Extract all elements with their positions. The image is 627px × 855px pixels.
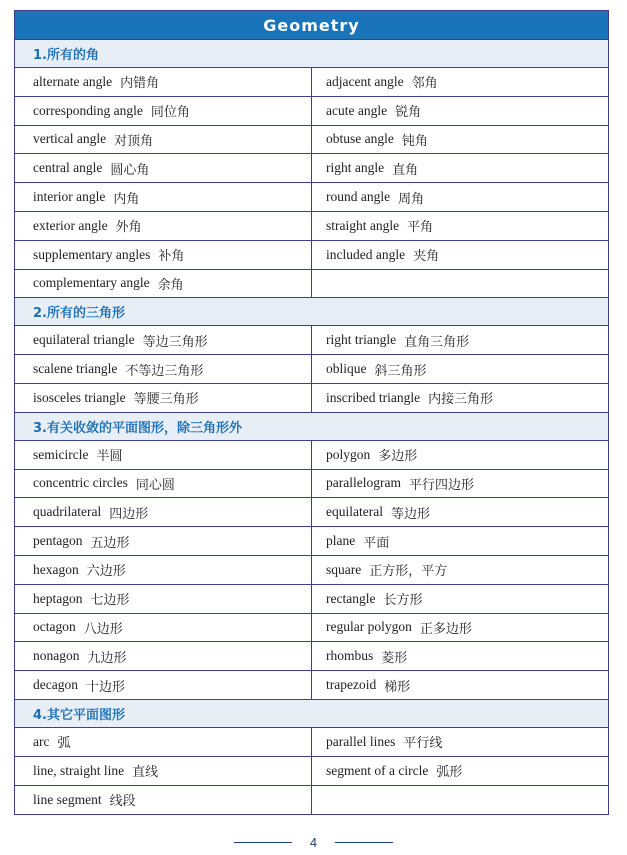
term-chinese: 周角 xyxy=(398,191,425,207)
term-chinese: 等边三角形 xyxy=(142,334,208,350)
term-chinese: 平角 xyxy=(407,220,434,236)
term-chinese: 直线 xyxy=(132,765,159,781)
term-row xyxy=(15,498,608,527)
term-english: exterior angle xyxy=(33,217,108,233)
term-row xyxy=(15,97,608,126)
term-chinese: 不等边三角形 xyxy=(125,363,204,379)
term-english: nonagon xyxy=(33,648,80,664)
term-cell-right xyxy=(312,154,608,182)
term-english: octagon xyxy=(33,619,76,635)
term-english: complementary angle xyxy=(33,275,150,291)
term-chinese: 平面 xyxy=(363,535,390,551)
term-english: arc xyxy=(33,733,50,749)
term-english: line segment xyxy=(33,791,102,807)
term-chinese: 四边形 xyxy=(109,506,149,522)
term-english: plane xyxy=(326,533,356,549)
term-cell-left xyxy=(15,326,312,354)
term-english: trapezoid xyxy=(326,677,377,693)
term-chinese: 弧 xyxy=(57,736,71,752)
term-chinese: 同位角 xyxy=(150,105,190,121)
term-row xyxy=(15,642,608,671)
term-cell-right xyxy=(312,326,608,354)
footer-rule-left xyxy=(234,842,292,843)
term-row xyxy=(15,241,608,270)
term-row xyxy=(15,585,608,614)
term-english: obtuse angle xyxy=(326,131,394,147)
term-chinese: 等腰三角形 xyxy=(133,392,199,408)
term-chinese: 等边形 xyxy=(390,506,430,522)
term-chinese: 正多边形 xyxy=(419,621,472,637)
term-english: equilateral triangle xyxy=(33,332,135,348)
term-english: rhombus xyxy=(326,648,374,664)
term-cell-right xyxy=(312,642,608,670)
term-row xyxy=(15,68,608,97)
term-cell-right xyxy=(312,183,608,211)
term-chinese: 七边形 xyxy=(90,593,130,609)
term-chinese: 梯形 xyxy=(384,679,411,695)
term-english: central angle xyxy=(33,160,103,176)
section-heading: 1.所有的角 xyxy=(15,40,608,68)
term-english: scalene triangle xyxy=(33,361,118,377)
term-cell-left xyxy=(15,355,312,383)
sections-container xyxy=(15,40,608,814)
term-chinese: 圆心角 xyxy=(110,162,150,178)
term-english: segment of a circle xyxy=(326,762,429,778)
term-cell-left xyxy=(15,585,312,613)
term-row xyxy=(15,556,608,585)
term-row xyxy=(15,728,608,757)
section-heading: 4.其它平面图形 xyxy=(15,700,608,728)
term-english: isosceles triangle xyxy=(33,389,126,405)
term-cell-left xyxy=(15,527,312,555)
term-row xyxy=(15,441,608,470)
term-english: corresponding angle xyxy=(33,102,143,118)
term-cell-right xyxy=(312,270,608,298)
term-cell-left xyxy=(15,642,312,670)
term-chinese: 内错角 xyxy=(120,76,160,92)
term-cell-left xyxy=(15,241,312,269)
term-row xyxy=(15,470,608,499)
term-cell-right xyxy=(312,757,608,785)
term-english: straight angle xyxy=(326,217,400,233)
term-cell-right xyxy=(312,527,608,555)
term-cell-left xyxy=(15,470,312,498)
term-row xyxy=(15,671,608,700)
term-cell-left xyxy=(15,757,312,785)
term-chinese: 十边形 xyxy=(85,679,125,695)
term-chinese: 线段 xyxy=(109,794,136,810)
term-chinese: 夹角 xyxy=(413,249,440,265)
term-english: parallelogram xyxy=(326,475,401,491)
term-row xyxy=(15,212,608,241)
term-row xyxy=(15,270,608,299)
term-english: decagon xyxy=(33,677,78,693)
term-english: adjacent angle xyxy=(326,73,404,89)
term-chinese: 对顶角 xyxy=(114,133,154,149)
term-chinese: 直角 xyxy=(392,162,419,178)
term-row xyxy=(15,384,608,413)
term-chinese: 半圆 xyxy=(96,449,123,465)
term-cell-right xyxy=(312,614,608,642)
term-cell-right xyxy=(312,556,608,584)
section-heading: 3.有关收敛的平面图形，除三角形外 xyxy=(15,413,608,441)
term-cell-right xyxy=(312,126,608,154)
term-english: line, straight line xyxy=(33,762,125,778)
term-chinese: 斜三角形 xyxy=(374,363,427,379)
term-chinese: 钝角 xyxy=(401,133,428,149)
term-cell-left xyxy=(15,614,312,642)
term-row xyxy=(15,757,608,786)
term-row xyxy=(15,326,608,355)
term-english: semicircle xyxy=(33,446,89,462)
term-chinese: 六边形 xyxy=(86,564,126,580)
term-cell-left xyxy=(15,671,312,699)
term-row xyxy=(15,527,608,556)
term-english: right triangle xyxy=(326,332,397,348)
term-cell-right xyxy=(312,470,608,498)
page-title: Geometry xyxy=(15,11,608,40)
term-english: pentagon xyxy=(33,533,83,549)
glossary-table xyxy=(14,10,609,815)
term-row xyxy=(15,355,608,384)
term-chinese: 直角三角形 xyxy=(404,334,470,350)
term-cell-right xyxy=(312,441,608,469)
term-cell-left xyxy=(15,154,312,182)
term-chinese: 内接三角形 xyxy=(428,392,494,408)
term-cell-left xyxy=(15,212,312,240)
term-chinese: 外角 xyxy=(115,220,142,236)
term-row xyxy=(15,183,608,212)
term-cell-left xyxy=(15,97,312,125)
page-footer xyxy=(0,835,627,850)
term-chinese: 菱形 xyxy=(381,650,408,666)
term-cell-left xyxy=(15,384,312,412)
term-english: round angle xyxy=(326,189,391,205)
term-chinese: 九边形 xyxy=(87,650,127,666)
term-chinese: 长方形 xyxy=(383,593,423,609)
term-english: supplementary angles xyxy=(33,246,151,262)
term-english: oblique xyxy=(326,361,367,377)
term-english: polygon xyxy=(326,446,371,462)
term-cell-left xyxy=(15,441,312,469)
term-english: acute angle xyxy=(326,102,388,118)
term-cell-right xyxy=(312,241,608,269)
term-row xyxy=(15,786,608,815)
term-english: heptagon xyxy=(33,590,83,606)
term-cell-left xyxy=(15,556,312,584)
term-cell-left xyxy=(15,68,312,96)
term-chinese: 多边形 xyxy=(378,449,418,465)
term-english: interior angle xyxy=(33,189,106,205)
term-cell-right xyxy=(312,585,608,613)
term-english: regular polygon xyxy=(326,619,412,635)
term-english: right angle xyxy=(326,160,385,176)
term-chinese: 同心圆 xyxy=(135,477,175,493)
term-chinese: 余角 xyxy=(157,277,184,293)
term-english: equilateral xyxy=(326,504,383,520)
term-english: concentric circles xyxy=(33,475,128,491)
term-chinese: 正方形，平方 xyxy=(369,564,448,580)
term-chinese: 平行线 xyxy=(403,736,443,752)
term-cell-right xyxy=(312,728,608,756)
term-cell-right xyxy=(312,212,608,240)
term-chinese: 锐角 xyxy=(395,105,422,121)
term-chinese: 五边形 xyxy=(90,535,130,551)
term-chinese: 平行四边形 xyxy=(408,477,474,493)
term-english: quadrilateral xyxy=(33,504,102,520)
term-english: vertical angle xyxy=(33,131,107,147)
term-english: parallel lines xyxy=(326,733,396,749)
footer-rule-right xyxy=(335,842,393,843)
term-chinese: 邻角 xyxy=(411,76,438,92)
term-english: inscribed triangle xyxy=(326,389,421,405)
term-cell-right xyxy=(312,671,608,699)
term-english: hexagon xyxy=(33,561,79,577)
term-english: alternate angle xyxy=(33,73,113,89)
page-number: 4 xyxy=(309,835,318,850)
term-chinese: 内角 xyxy=(113,191,140,207)
term-cell-right xyxy=(312,384,608,412)
term-chinese: 弧形 xyxy=(436,765,463,781)
section-heading: 2.所有的三角形 xyxy=(15,298,608,326)
term-row xyxy=(15,614,608,643)
term-cell-right xyxy=(312,68,608,96)
term-cell-right xyxy=(312,355,608,383)
term-english: included angle xyxy=(326,246,406,262)
term-chinese: 八边形 xyxy=(83,621,123,637)
term-row xyxy=(15,126,608,155)
term-cell-left xyxy=(15,728,312,756)
term-row xyxy=(15,154,608,183)
term-cell-left xyxy=(15,126,312,154)
term-cell-left xyxy=(15,786,312,815)
term-cell-right xyxy=(312,97,608,125)
term-cell-left xyxy=(15,498,312,526)
term-cell-left xyxy=(15,183,312,211)
term-english: rectangle xyxy=(326,590,376,606)
term-cell-right xyxy=(312,498,608,526)
term-chinese: 补角 xyxy=(158,249,185,265)
term-english: square xyxy=(326,561,362,577)
term-cell-right xyxy=(312,786,608,815)
term-cell-left xyxy=(15,270,312,298)
